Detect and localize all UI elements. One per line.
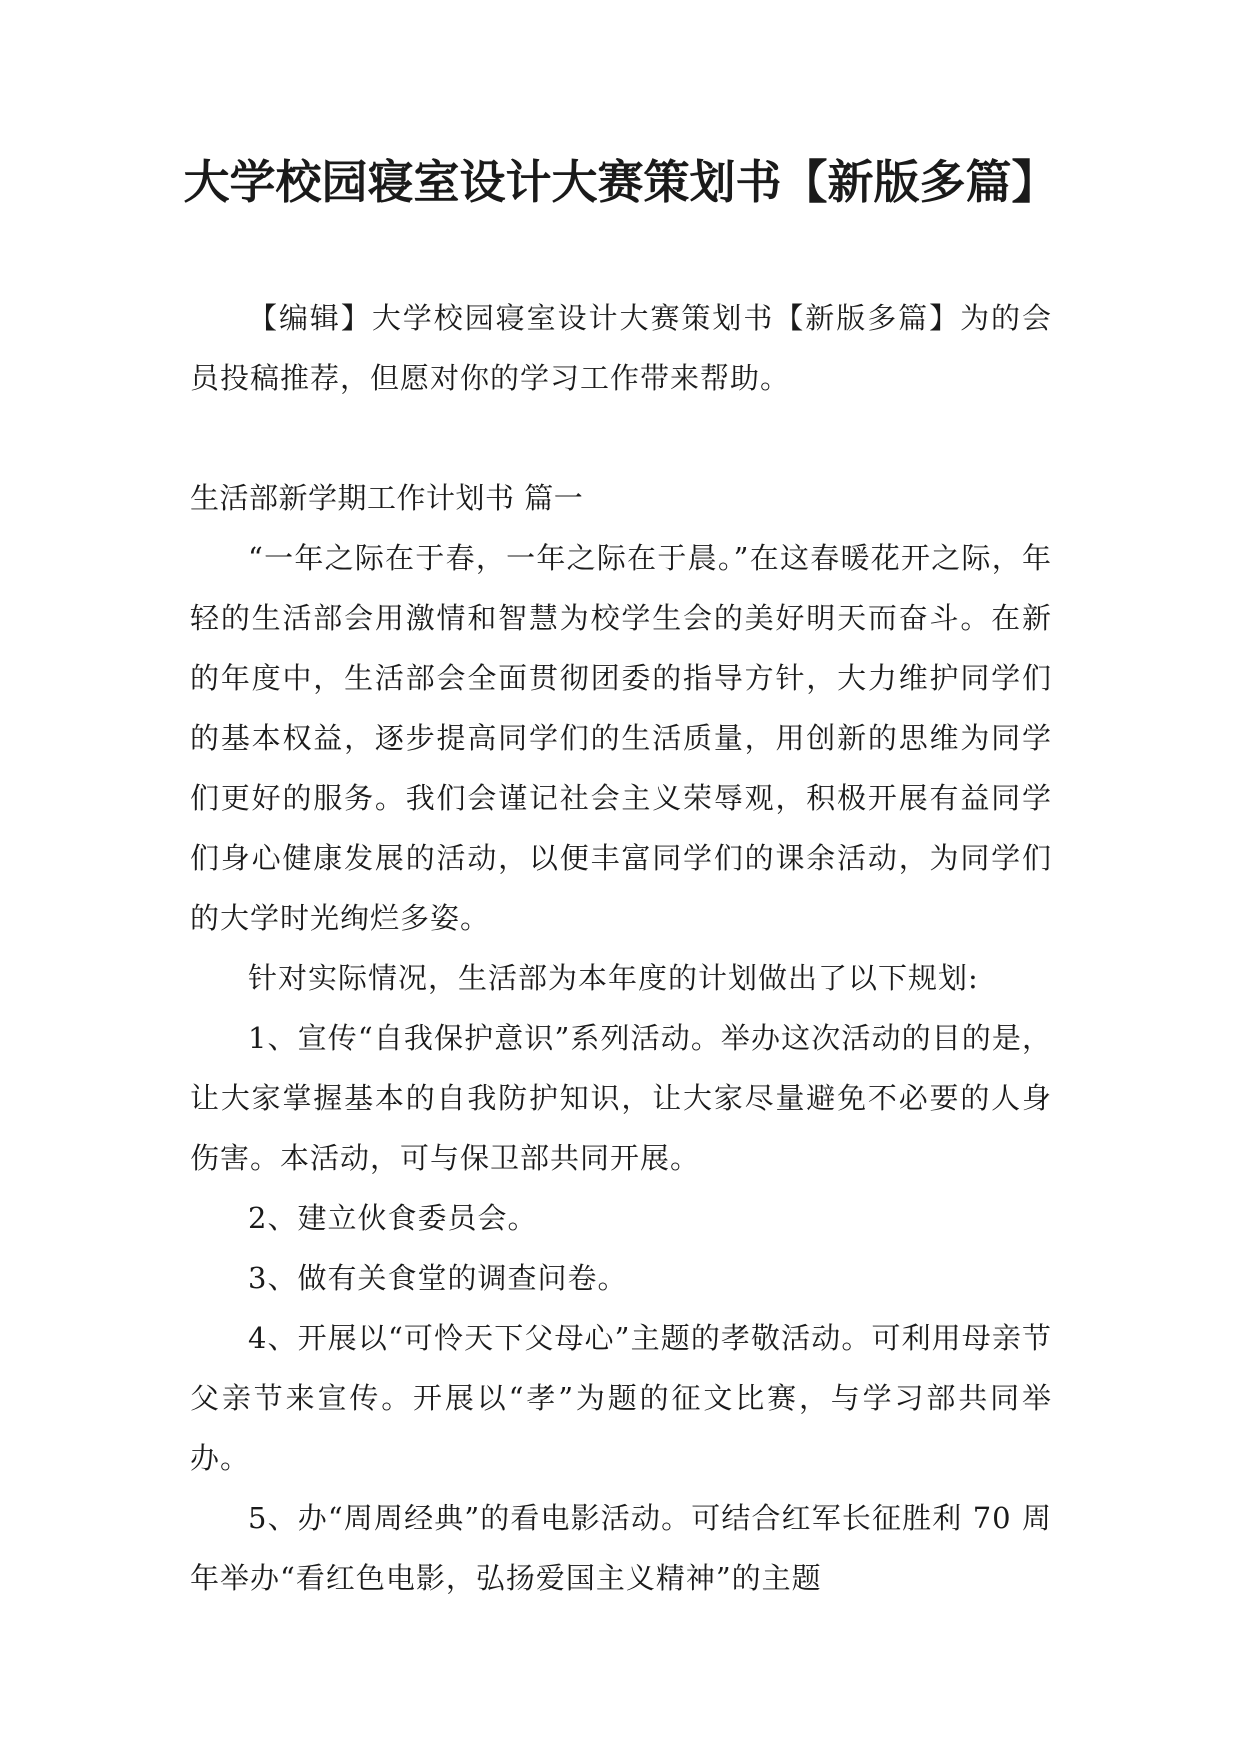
intro-paragraph: 【编辑】大学校园寝室设计大赛策划书【新版多篇】为的会员投稿推荐，但愿对你的学习工作带来帮助。 (190, 301, 1052, 395)
body-paragraph-1: “一年之际在于春，一年之际在于晨。”在这春暖花开之际，年轻的生活部会用激情和智慧为校学生会的美好明天而奋斗。在新的年度中，生活部会全面贯彻团委的指导方针，大力维护同学们的基本权益，逐步提高同学们的生活质量，用创新的思维为同学们更好的服务。我们会谨记社会主义荣辱观，积极开展有益同学们身心健康发展的活动，以便丰富同学们的课余活动，为同学们的大学时光绚烂多姿。 (190, 541, 1052, 935)
list-item-5: 5、办“周周经典”的看电影活动。可结合红军长征胜利 70 周年举办“看红色电影，弘扬爱国主义精神”的主题 (190, 1501, 1052, 1595)
section-heading: 生活部新学期工作计划书 篇一 (190, 481, 584, 515)
list-item-1: 1、宣传“自我保护意识”系列活动。举办这次活动的目的是，让大家掌握基本的自我防护知识，让大家尽量避免不必要的人身伤害。本活动，可与保卫部共同开展。 (190, 1021, 1052, 1175)
document-title: 大学校园寝室设计大赛策划书【新版多篇】 (183, 155, 1058, 209)
body-paragraph-2: 针对实际情况，生活部为本年度的计划做出了以下规划: (248, 961, 979, 995)
list-item-3: 3、做有关食堂的调查问卷。 (248, 1261, 628, 1295)
list-item-4: 4、开展以“可怜天下父母心”主题的孝敬活动。可利用母亲节父亲节来宣传。开展以“孝”为题的征文比赛，与学习部共同举办。 (190, 1321, 1052, 1475)
list-item-2: 2、建立伙食委员会。 (248, 1201, 538, 1235)
document-body (190, 288, 1052, 1608)
